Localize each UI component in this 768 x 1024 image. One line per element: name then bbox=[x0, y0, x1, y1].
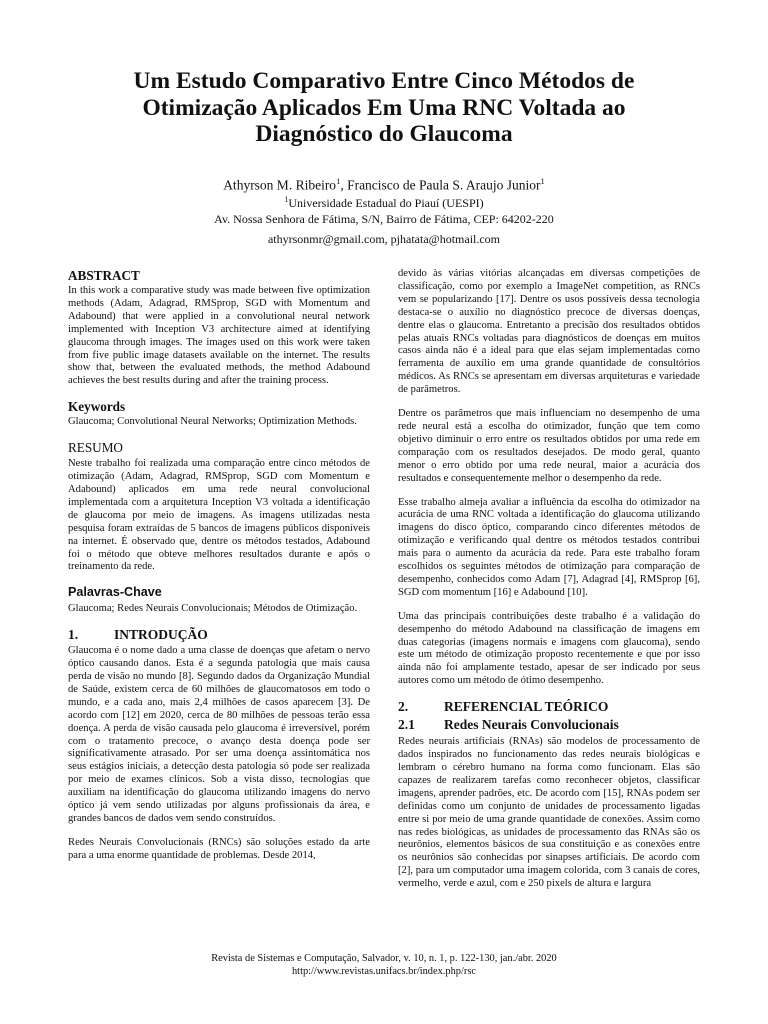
paper-title bbox=[60, 68, 708, 148]
body-paragraph: devido às várias vitórias alcançadas em diversas competições de classificação, como por exemplo a ImageNet competition, as RNCs vem se popularizando [17]. Dentre os usos possíveis dessa tecnologia destaca-se o auxílio no diagnóstico precoce de diversas doenças, dentre elas o glaucoma. Entretanto a precisão dos resultados obtidos pelas atuais RNCs voltadas para diagnósticos de doenças em muitos casos ainda não é a ideal para que elas sejam implementadas como ferramenta de auxílio em uma grande quantidade de consultórios médicos. As RNCs se apresentam em diversas arquiteturas e variedade de parâmetros. bbox=[398, 268, 700, 396]
title-line-3: Diagnóstico do Glaucoma bbox=[255, 121, 513, 147]
intro-paragraph: Glaucoma é o nome dado a uma classe de doenças que afetam o nervo óptico causando danos. Esta é a segunda patologia que mais causa perda de visão no mundo [8]. Segundo dados da Organização Mundial de Saúde, existem cerca de 60 milhões de glaucomatosos em todo o mundo, e a cada ano, mais 2,4 milhões de casos aparecem [3]. De acordo com [12] em 2020, cerca de 80 milhões de pessoas terão essa doença. A perda de visão causada pelo glaucoma é irreversível, porém com o tratamento precoce, o avanço desta doença pode ser significativamente atrasado. Por ser uma doença assintomática nos seus estágios iniciais, a detecção desta patologia só pode ser realizada por meio de exames clínicos. Sob a vista disso, tecnologias que auxiliam na identificação do glaucoma utilizando imagens do nervo óptico já vem sendo utilizadas por alguns profissionais da área, e grandes bancos de dados vem sendo construídos. bbox=[68, 645, 370, 824]
affiliation bbox=[60, 192, 708, 211]
journal-citation: Revista de Sistemas e Computação, Salvador, v. 10, n. 1, p. 122-130, jan./abr. 2020 bbox=[211, 953, 557, 964]
body-paragraph: Redes neurais artificiais (RNAs) são modelos de processamento de dados inspirados no funcionamento das redes neurais biológicas e lembram o cérebro humano na forma como funcionam. Elas são capazes de realizarem tarefas como reconhecer objetos, classificar imagens, aprender padrões, etc. De acordo com [15], RNAs podem ser definidas como um conjunto de unidades de processamento ligadas entre si por meio de uma grande quantidade de conexões. Assim como nas redes biológicas, as unidades de processamento das RNAs são os neurônios, elementos básicos de sua constituição e as conexões entre os neurônios são conhecidas por sinapses artificiais. De acordo com [2], para um computador uma imagem colorida, com 3 canais de cores, vermelho, verde e azul, com e 250 pixels de altura e largura bbox=[398, 736, 700, 890]
resumo-heading: RESUMO bbox=[68, 440, 123, 456]
intro-paragraph: Redes Neurais Convolucionais (RNCs) são soluções estado da arte para a uma enorme quantidade de problemas. Desde 2014, bbox=[68, 836, 370, 861]
section-number: 2. bbox=[398, 699, 409, 715]
affiliation-address: Av. Nossa Senhora de Fátima, S/N, Bairro de Fátima, CEP: 64202-220 bbox=[214, 212, 554, 226]
body-paragraph: Uma das principais contribuições deste trabalho é a validação do desempenho do método Adabound na classificação de imagens em duas categorias (imagens normais e imagens com glaucoma), sendo este um método de otimização proposto recentemente e que por isso ainda não foi amplamente testado, apesar de ser indicado por seus autores como um método de ótimo desempenho. bbox=[398, 610, 700, 687]
section-title: REFERENCIAL TEÓRICO bbox=[444, 699, 609, 715]
title-line-2: Otimização Aplicados Em Uma RNC Voltada ao bbox=[142, 94, 626, 121]
page-footer bbox=[60, 952, 708, 978]
subsection-title: Redes Neurais Convolucionais bbox=[444, 717, 619, 733]
body-paragraph: Dentre os parâmetros que mais influenciam no desempenho de uma rede neural está a escolha do otimizador, função que tem como objetivo diminuir o erro entre os resultados obtidos por uma rede em comparação com os resultados desejados. De modo geral, quanto menor o erro obtido por uma rede neural, maior a acurácia dos resultados e consequentemente melhor o desempenho da rede. bbox=[398, 408, 700, 484]
abstract-heading: ABSTRACT bbox=[68, 268, 140, 283]
journal-url: http://www.revistas.unifacs.br/index.php/rsc bbox=[291, 966, 476, 977]
author-affiliation-mark: 1 bbox=[540, 176, 545, 186]
palavras-chave-text: Glaucoma; Redes Neurais Convolucionais; Métodos de Otimização. bbox=[68, 603, 358, 615]
affiliation-name: Universidade Estadual do Piauí (UESPI) bbox=[288, 196, 484, 210]
palavras-chave-heading: Palavras-Chave bbox=[68, 585, 162, 600]
author-name: Athyrson M. Ribeiro bbox=[223, 177, 337, 193]
author-separator: , bbox=[340, 177, 348, 193]
left-column bbox=[68, 268, 370, 874]
author-emails: athyrsonmr@gmail.com, pjhatata@hotmail.com bbox=[267, 232, 501, 246]
abstract-text: In this work a comparative study was made between five optimization methods (Adam, Adagrad, RMSprop, SGD with Momentum and Adabound) that were applied in a convolutional neural network implemented with Inception V3 architecture aimed at identifying glaucoma through images. The images used on this work were taken from five public image datasets available on the internet. The results show that, between the evaluated methods, the method Adabound achieves the best results during and after the training process. bbox=[68, 285, 370, 387]
subsection-number: 2.1 bbox=[398, 717, 415, 733]
body-paragraph: Esse trabalho almeja avaliar a influência da escolha do otimizador na acurácia de uma RNC voltada a identificação do glaucoma utilizando imagens do disco óptico, comparando cinco diferentes métodos de otimização e verificando qual dentre os métodos testados contribui mais para o aumento da acurácia da rede. Para este trabalho foram escolhidos os seguintes métodos de otimização para comparação de desempenho, conhecidos como Adam [7], Adagrad [4], RMSprop [6], SGD com momentum [16] e Adabound [10]. bbox=[398, 496, 700, 598]
subsection-heading-rnc bbox=[398, 717, 700, 733]
section-heading-referencial bbox=[398, 699, 700, 715]
right-column bbox=[398, 268, 700, 902]
section-number: 1. bbox=[68, 627, 79, 643]
resumo-text: Neste trabalho foi realizada uma comparação entre cinco métodos de otimização (Adam, Adagrad, RMSprop, SGD com Momentum e Adabound) aplicados em uma rede neural convolucional implementada com a arquitetura Inception V3 voltada a identificação de glaucoma por meio de imagens. As imagens utilizadas nesta pesquisa foram extraídas de 5 bancos de imagens públicos disponíveis na internet. É observado que, dentre os métodos testados, Adabound foi o método que obteve melhores resultados durante e após o treinamento da rede. bbox=[68, 458, 370, 573]
keywords-text: Glaucoma; Convolutional Neural Networks; Optimization Methods. bbox=[68, 416, 357, 428]
title-line-1: Um Estudo Comparativo Entre Cinco Métodos de bbox=[133, 68, 635, 94]
author-affiliation-mark: 1 bbox=[336, 176, 341, 186]
section-title: INTRODUÇÃO bbox=[114, 627, 208, 643]
keywords-heading: Keywords bbox=[68, 399, 126, 415]
author-name: Francisco de Paula S. Araujo Junior bbox=[347, 177, 541, 193]
section-heading-introducao bbox=[68, 627, 370, 643]
affiliation-mark: 1 bbox=[284, 195, 289, 204]
